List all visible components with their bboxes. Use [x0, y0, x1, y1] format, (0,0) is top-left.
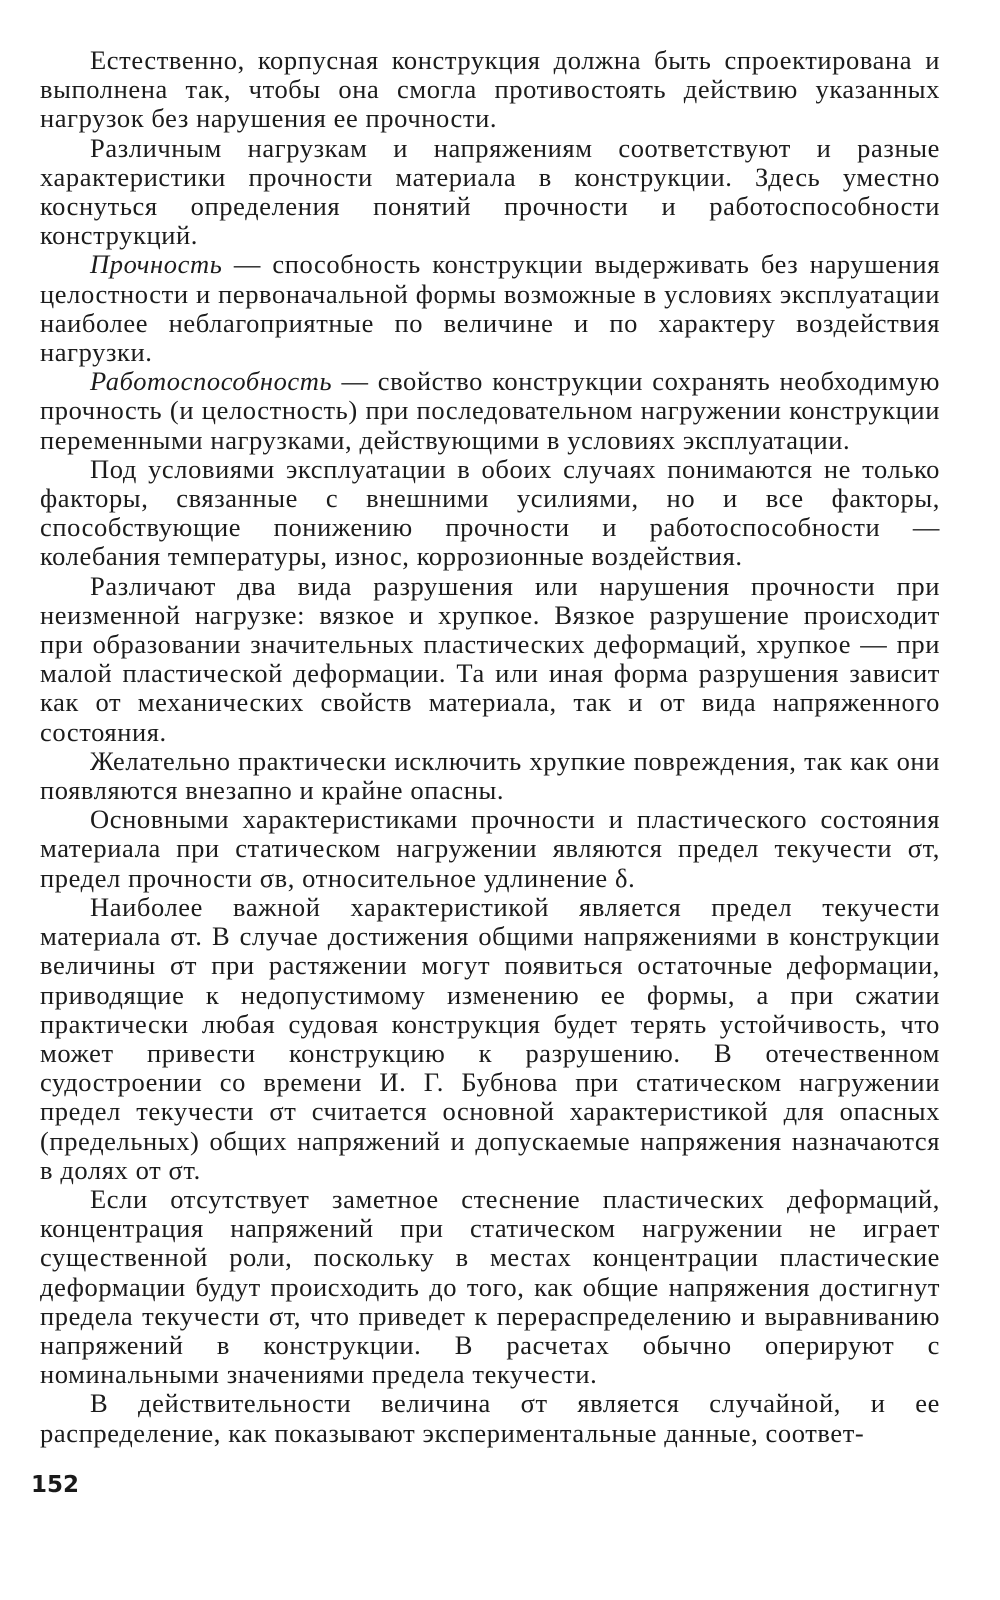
paragraph: Под условиями эксплуатации в обоих случаях понимаются не только факторы, связанные с внешними усилиями, но и все факторы, способствующие понижению прочности и работоспособности — колебания температуры, износ, коррозионные воздействия. — [40, 453, 940, 572]
page-body — [40, 46, 940, 1448]
paragraph: Основными характеристиками прочности и пластического состояния материала при статическом нагружении являются предел текучести σт, предел прочности σв, относительное удлинение δ. — [40, 804, 940, 893]
paragraph: В действительности величина σт является случайной, и ее распределение, как показывают экспериментальные данные, соответ- — [40, 1388, 940, 1448]
definition-text: — свойство конструкции сохранять необходимую прочность (и целостность) при последовательном нагружении конструкции переменными нагрузками, действующими в условиях эксплуатации. — [40, 366, 940, 455]
paragraph: Если отсутствует заметное стеснение пластических деформаций, концентрация напряжений при статическом нагружении не играет существенной роли, поскольку в местах концентрации пластические деформации будут происходить до того, как общие напряжения достигнут предела текучести σт, что приведет к перераспределению и выравниванию напряжений в конструкции. В расчетах обычно оперируют с номинальными значениями предела текучести. — [40, 1183, 940, 1390]
definition-operability — [40, 367, 940, 455]
term-strength: Прочность — [90, 249, 223, 280]
paragraph: Различают два вида разрушения или нарушения прочности при неизменной нагрузке: вязкое и хрупкое. Вязкое разрушение происходит при образовании значительных пластических деформаций, хрупкое — при малой пластической деформации. Та или иная форма разрушения зависит как от механических свойств материала, так и от вида напряженного состояния. — [40, 570, 940, 747]
page-number: 152 — [31, 1472, 80, 1498]
paragraph: Наиболее важной характеристикой является предел текучести материала σт. В случае достижения общими напряжениями в конструкции величины σт при растяжении могут появиться остаточные деформации, приводящие к недопустимому изменению ее формы, а при сжатии практически любая судовая конструкция будет терять устойчивость, что может привести конструкцию к разрушению. В отечественном судостроении со времени И. Г. Бубнова при статическом нагружении предел текучести σт считается основной характеристикой для опасных (предельных) общих напряжений и допускаемые напряжения назначаются в долях от σт. — [40, 891, 940, 1185]
paragraph: Различным нагрузкам и напряжениям соответствуют и разные характеристики прочности материала в конструкции. Здесь уместно коснуться определения понятий прочности и работоспособности конструкций. — [40, 132, 940, 251]
definition-text: — способность конструкции выдерживать без нарушения целостности и первоначальной формы возможные в условиях эксплуатации наиболее неблагоприятные по величине и по характеру воздействия нагрузки. — [40, 249, 940, 368]
paragraph: Естественно, корпусная конструкция должна быть спроектирована и выполнена так, чтобы она смогла противостоять действию указанных нагрузок без нарушения ее прочности. — [40, 45, 940, 134]
term-operability: Работоспособность — [90, 366, 333, 397]
definition-strength — [40, 250, 940, 367]
paragraph: Желательно практически исключить хрупкие повреждения, так как они появляются внезапно и крайне опасны. — [40, 745, 940, 806]
